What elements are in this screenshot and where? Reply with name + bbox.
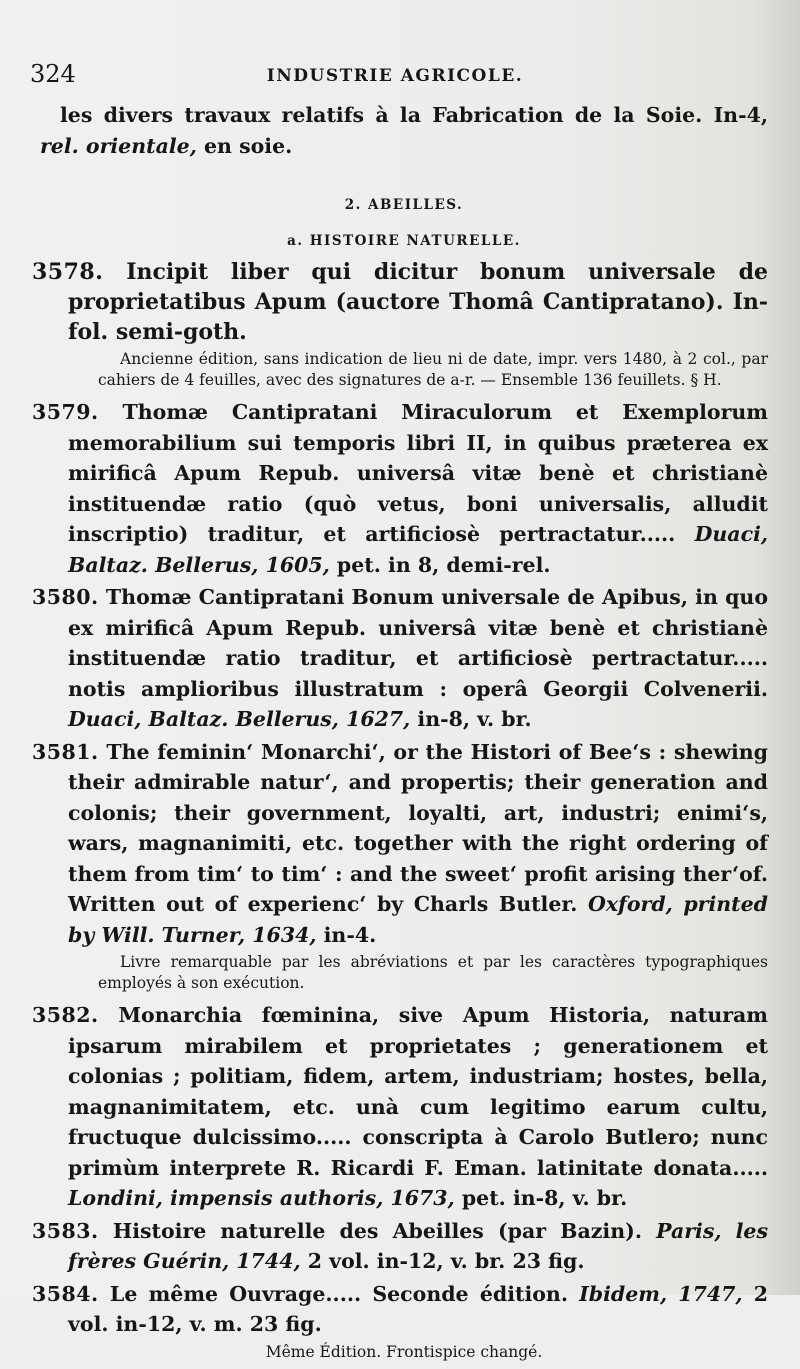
entry-imprint: Ibidem, 1747,	[579, 1281, 743, 1306]
page-body	[32, 100, 769, 1369]
entry-imprint: Londini, impensis authoris, 1673,	[68, 1186, 455, 1210]
entry-imprint: Oxford, printed by Will. Turner, 1634,	[68, 892, 768, 947]
section-subtitle: a. HISTOIRE NATURELLE.	[287, 233, 521, 249]
continuation-italic: rel. orientale,	[40, 133, 197, 158]
entry-note: Même Édition. Frontispice changé.	[265, 1342, 543, 1361]
entry-text: Histoire naturelle des Abeilles (par Bazin).	[112, 1218, 642, 1243]
entry-format: in-8, v. br.	[417, 707, 532, 731]
entry-number: 3582.	[32, 1003, 99, 1027]
entry-3581	[32, 737, 768, 951]
entry-number: 3583.	[32, 1218, 99, 1243]
entry-text: Incipit liber qui dicitur bonum universale de proprietatibus Apum (auctore Thomâ Cantipratano). In-fol. semi-goth.	[68, 259, 768, 345]
entry-text: Thomæ Cantipratani Bonum universale de Apibus, in quo ex mirificâ Apum Repub. universâ vitæ benè et christianè instituendæ ratio traditur, et artificiosè pertractatur..... notis amplioribus illustratum : operâ Georgii Colvenerii.	[68, 585, 768, 701]
entry-imprint: Duaci, Baltaz. Bellerus, 1627,	[68, 707, 411, 731]
continuation-paragraph: les divers travaux relatifs à la Fabrication de la Soie. In-4, rel. orientale, en soie.	[40, 103, 768, 158]
entry-text: The feminin‘ Monarchi‘, or the Histori of Bee‘s : shewing their admirable natur‘, and propertis; their generation and colonis; their government, loyalti, art, industri; enimi‘s, wars, magnanimiti, etc. together with the right ordering of them from tim‘ to tim‘ : and the sweet‘ profit arising ther‘of. Written out of experienc‘ by Charls Butler.	[68, 739, 768, 916]
entry-number: 3579.	[32, 400, 99, 424]
page-number: 324	[30, 60, 76, 88]
entry-format: 2 vol. in-12, v. m. 23 fig.	[68, 1281, 768, 1336]
entry-imprint: Paris, les frères Guérin, 1744,	[68, 1218, 768, 1273]
entry-3582	[32, 1000, 769, 1214]
entry-imprint: Duaci, Baltaz. Bellerus, 1605,	[68, 522, 768, 577]
entry-3583	[32, 1216, 768, 1277]
entry-note: Ancienne édition, sans indication de lieu ni de date, impr. vers 1480, à 2 col., par cahiers de 4 feuilles, avec des signatures de a-r. — Ensemble 136 feuillets. § H.	[98, 350, 768, 389]
entry-format: in-4.	[323, 922, 377, 947]
entry-text: Monarchia fœminina, sive Apum Historia, naturam ipsarum mirabilem et proprietates ; generationem et colonias ; politiam, fidem, artem, industriam; hostes, bella, magnanimitatem, etc. unà cum legitimo earum cultu, fructuque dulcissimo..... conscripta à Carolo Butlero; nunc primùm interprete R. Ricardi F. Eman. latinitate donata.....	[68, 1003, 769, 1180]
entry-format: 2 vol. in-12, v. br. 23 fig.	[307, 1249, 585, 1273]
entry-3578	[32, 257, 768, 347]
entry-note: Livre remarquable par les abréviations et par les caractères typographiques employés à son exécution.	[98, 953, 768, 992]
running-title: INDUSTRIE AGRICOLE.	[266, 66, 524, 86]
entry-format: pet. in 8, demi-rel.	[336, 552, 551, 577]
entry-number: 3584.	[32, 1281, 99, 1306]
entry-number: 3578.	[32, 259, 104, 285]
entry-format: pet. in-8, v. br.	[461, 1186, 628, 1210]
entry-3584	[32, 1279, 768, 1340]
entry-number: 3580.	[32, 585, 99, 609]
entry-3580	[32, 582, 768, 735]
entry-3579	[32, 397, 768, 580]
section-title: 2. ABEILLES.	[344, 197, 464, 213]
entry-number: 3581.	[32, 739, 99, 764]
entry-text: Thomæ Cantipratani Miraculorum et Exemplorum memorabilium sui temporis libri II, in quibus præterea ex mirificâ Apum Repub. universâ vitæ benè et christianè instituendæ ratio (quò vetus, boni universalis, alludit inscriptio) traditur, et artificiosè pertractatur.....	[68, 400, 768, 546]
entry-text: Le même Ouvrage..... Seconde édition.	[109, 1281, 568, 1306]
